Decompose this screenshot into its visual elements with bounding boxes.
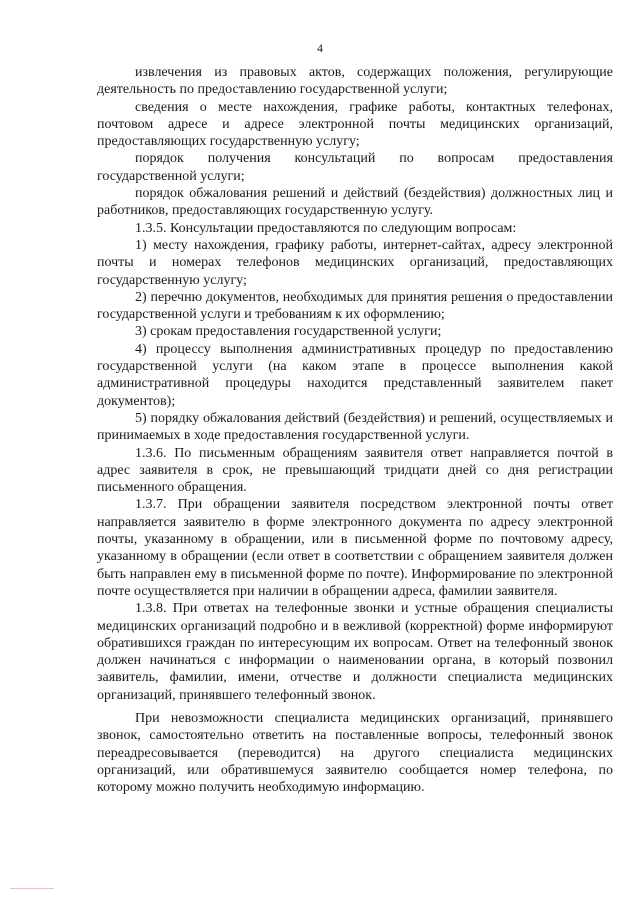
list-item-2: 2) перечню документов, необходимых для принятия решения о предоставлении государственной услуги и требованиям к их оформлению; xyxy=(97,289,613,323)
paragraph-1-3-6: 1.3.6. По письменным обращениям заявителя ответ направляется почтой в адрес заявителя в срок, не превышающий тридцати дней со дня регистрации письменного обращения. xyxy=(97,445,613,496)
document-body xyxy=(97,64,613,796)
list-item-3: 3) срокам предоставления государственной услуги; xyxy=(135,324,442,340)
scan-artifact-line xyxy=(10,888,54,889)
paragraph-contact-info: сведения о месте нахождения, графике работы, контактных телефонах, почтовом адресе и адресе электронной почты медицинских организаций, предоставляющих государственную услугу; xyxy=(97,99,613,150)
paragraph-redirect: При невозможности специалиста медицинских организаций, принявшего звонок, самостоятельно ответить на поставленные вопросы, телефонный звонок переадресовывается (переводится) на другого специалиста медицинских организаций, или обратившемуся заявителю сообщается номер телефона, по которому можно получить необходимую информацию. xyxy=(97,710,613,796)
paragraph-1-3-5: 1.3.5. Консультации предоставляются по следующим вопросам: xyxy=(135,220,517,236)
paragraph-appeal-order: порядок обжалования решений и действий (бездействия) должностных лиц и работников, предоставляющих государственную услугу. xyxy=(97,186,613,219)
paragraph-1-3-8: 1.3.8. При ответах на телефонные звонки и устные обращения специалисты медицинских организаций подробно и в вежливой (корректной) форме информируют обратившихся граждан по интересующим их вопросам. Ответ на телефонный звонок должен начинаться с информации о наименовании органа, в который позвонил заявитель, фамилии, имени, отчестве и должности специалиста медицинских организаций, принявшего телефонный звонок. xyxy=(97,601,613,703)
paragraph-1-3-7: 1.3.7. При обращении заявителя посредством электронной почты ответ направляется заявителю в форме электронного документа по адресу электронной почты, указанному в обращении, или в письменной форме по почтовому адресу, указанному в обращении (если ответ в соответствии с обращением заявителя должен быть направлен ему в письменной форме по почте). Информирование по электронной почте осуществляется при наличии в обращении адреса, фамилии заявителя. xyxy=(97,497,613,599)
list-item-1: 1) месту нахождения, графику работы, интернет-сайтах, адресу электронной почты и номерах телефонов медицинских организаций, предоставляющих государственную услугу; xyxy=(97,237,613,288)
list-item-5: 5) порядку обжалования действий (бездействия) и решений, осуществляемых и принимаемых в ходе предоставления государственной услуги. xyxy=(97,410,613,444)
paragraph-consultation-order: порядок получения консультаций по вопросам предоставления государственной услуги; xyxy=(97,151,613,184)
page-number: 4 xyxy=(317,41,323,55)
list-item-4: 4) процессу выполнения административных процедур по предоставлению государственной услуги (на каком этапе в процессе выполнения какой административной процедуры находится представленный заявителем пакет документов); xyxy=(97,341,613,409)
paragraph-legal-extracts: извлечения из правовых актов, содержащих положения, регулирующие деятельность по предоставлению государственной услуги; xyxy=(97,65,613,98)
